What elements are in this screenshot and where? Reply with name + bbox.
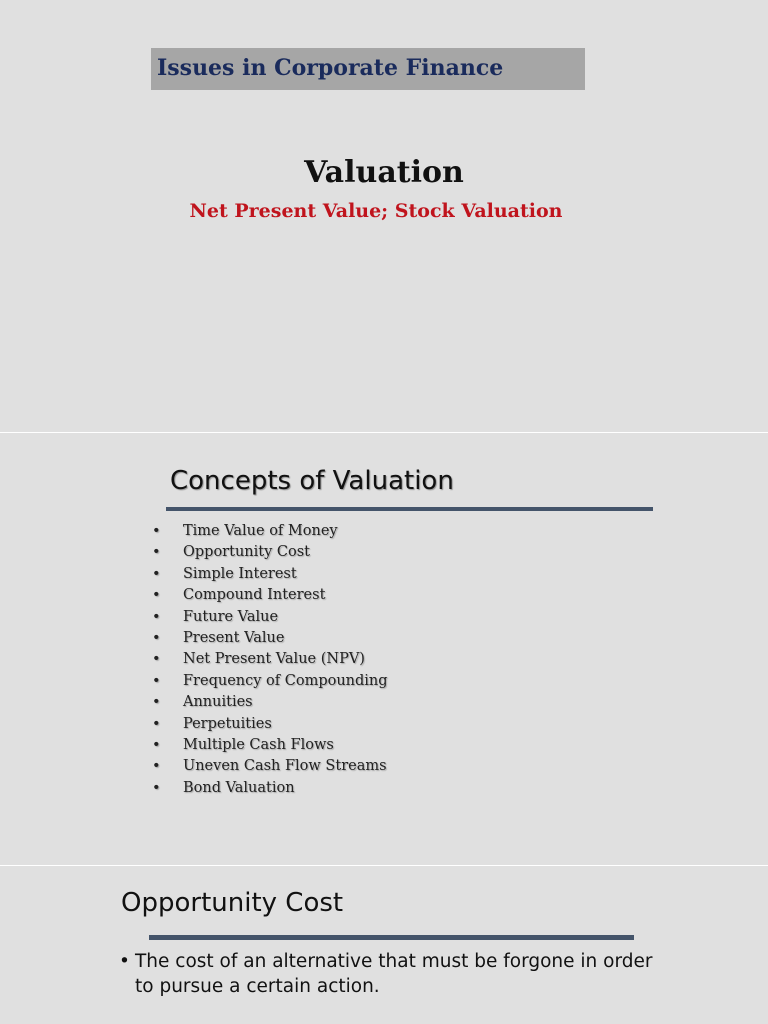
course-header: Issues in Corporate Finance — [157, 55, 504, 81]
list-item: • Present Value — [152, 628, 388, 649]
opportunity-cost-title: Opportunity Cost — [121, 888, 344, 918]
list-item: • Simple Interest — [152, 564, 388, 585]
concepts-list — [152, 521, 388, 799]
bullet-icon: • — [152, 608, 161, 625]
list-item: • Opportunity Cost — [152, 542, 388, 563]
list-item: • Future Value — [152, 607, 388, 628]
slide-concepts — [0, 433, 768, 865]
title-underline — [166, 507, 653, 511]
definition-bullet — [119, 949, 659, 999]
list-item: • Perpetuities — [152, 714, 388, 735]
bullet-icon: • — [152, 715, 161, 732]
bullet-icon: • — [152, 736, 161, 753]
bullet-icon: • — [152, 544, 161, 561]
bullet-icon: • — [152, 629, 161, 646]
bullet-icon: • — [119, 951, 130, 972]
slide-title-text: Valuation — [304, 155, 464, 190]
title-underline — [149, 935, 634, 940]
list-item: • Bond Valuation — [152, 778, 388, 799]
slide-subtitle: Net Present Value; Stock Valuation — [189, 200, 563, 222]
bullet-icon: • — [152, 694, 161, 711]
bullet-icon: • — [152, 523, 161, 539]
list-item: • Frequency of Compounding — [152, 671, 388, 692]
list-item: • Uneven Cash Flow Streams — [152, 756, 388, 777]
bullet-icon: • — [152, 651, 161, 668]
concepts-title: Concepts of Valuation — [170, 466, 454, 496]
list-item: • Time Value of Money — [152, 521, 388, 542]
definition-text: The cost of an alternative that must be forgone in order to pursue a certain action. — [135, 951, 653, 997]
bullet-icon: • — [152, 758, 161, 775]
slide-opportunity-cost — [0, 866, 768, 1024]
bullet-icon: • — [152, 672, 161, 689]
list-item: • Net Present Value (NPV) — [152, 649, 388, 670]
slide-title — [0, 0, 768, 432]
list-item: • Multiple Cash Flows — [152, 735, 388, 756]
list-item: • Annuities — [152, 692, 388, 713]
list-item: • Compound Interest — [152, 585, 388, 606]
header-band — [151, 48, 585, 90]
bullet-icon: • — [152, 779, 161, 796]
bullet-icon: • — [152, 587, 161, 604]
bullet-icon: • — [152, 565, 161, 582]
